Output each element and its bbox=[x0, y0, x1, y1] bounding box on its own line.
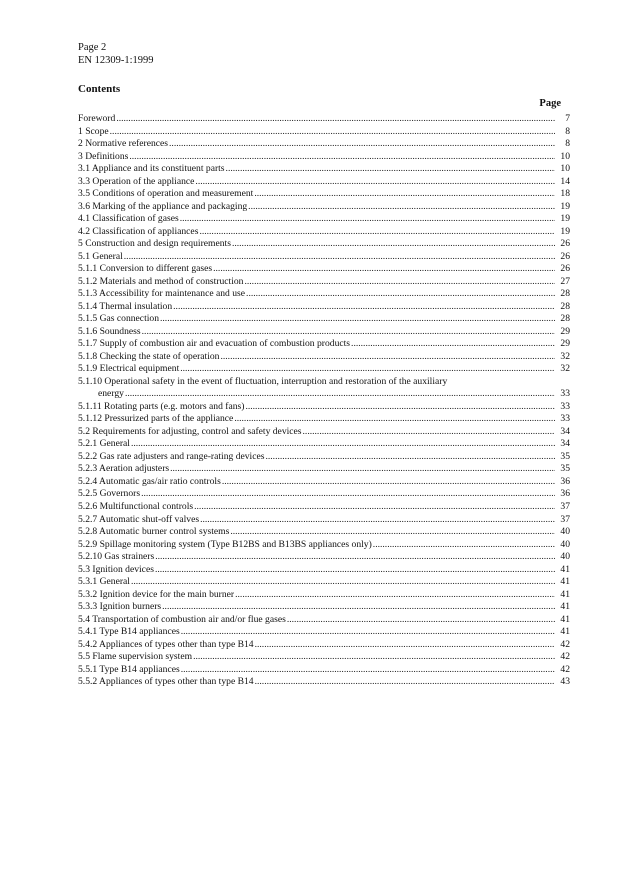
dot-leader bbox=[155, 551, 555, 564]
toc-entry-label: 5.2.3 Aeration adjusters bbox=[78, 463, 170, 475]
dot-leader bbox=[230, 526, 555, 539]
toc-entry-label: 5.4 Transportation of combustion air and/or flue gases bbox=[78, 613, 286, 625]
dot-leader bbox=[180, 213, 555, 226]
toc-entry-label: Foreword bbox=[78, 113, 116, 124]
toc-entry[interactable] bbox=[78, 238, 570, 251]
toc-entry[interactable] bbox=[78, 163, 570, 176]
toc-page-number: 35 bbox=[560, 450, 570, 462]
toc-entry[interactable] bbox=[78, 639, 570, 652]
toc-entry-label: 5.5.1 Type B14 appliances bbox=[78, 663, 180, 675]
toc-entry-label: 5.5.2 Appliances of types other than type B14 bbox=[78, 676, 254, 688]
toc-entry[interactable] bbox=[78, 288, 570, 301]
toc-entry-label: 5.2.8 Automatic burner control systems bbox=[78, 526, 230, 538]
dot-leader bbox=[220, 351, 555, 364]
toc-entry[interactable] bbox=[78, 188, 570, 201]
dot-leader bbox=[141, 488, 555, 501]
toc-page-number: 19 bbox=[560, 200, 570, 212]
toc-entry[interactable] bbox=[78, 551, 570, 564]
toc-entry[interactable] bbox=[78, 263, 570, 276]
toc-page-number: 19 bbox=[560, 225, 570, 237]
toc-entry[interactable] bbox=[78, 376, 570, 401]
toc-page-number: 32 bbox=[560, 363, 570, 375]
toc-entry[interactable] bbox=[78, 176, 570, 189]
toc-entry-label: 5.2.7 Automatic shut-off valves bbox=[78, 513, 200, 525]
toc-entry-label: 5.1.10 Operational safety in the event of fluctuation, interruption and restoration of the auxiliary bbox=[78, 375, 448, 387]
toc-entry-label-continued: energy bbox=[98, 388, 124, 400]
toc-entry-wrapped bbox=[78, 376, 556, 401]
toc-entry-label: 5.3 Ignition devices bbox=[78, 563, 154, 575]
toc-entry[interactable] bbox=[78, 664, 570, 677]
dot-leader bbox=[169, 138, 555, 151]
toc-page-number: 41 bbox=[560, 613, 570, 625]
toc-page-number: 19 bbox=[560, 213, 570, 225]
toc-entry[interactable] bbox=[78, 514, 570, 527]
toc-entry-label: 3 Definitions bbox=[78, 150, 129, 162]
toc-page-number: 41 bbox=[560, 601, 570, 613]
toc-entry-label: 5.1.12 Pressurized parts of the appliance bbox=[78, 413, 234, 425]
toc-page-number: 40 bbox=[560, 551, 570, 563]
toc-page-number: 41 bbox=[560, 563, 570, 575]
toc-entry-label: 3.1 Appliance and its constituent parts bbox=[78, 163, 225, 175]
toc-entry-label: 4.2 Classification of appliances bbox=[78, 225, 199, 237]
toc-page-number: 33 bbox=[560, 413, 570, 425]
toc-page-number: 29 bbox=[560, 325, 570, 337]
toc-entry[interactable] bbox=[78, 413, 570, 426]
toc-entry-label: 5.5 Flame supervision system bbox=[78, 651, 193, 663]
toc-entry[interactable] bbox=[78, 401, 570, 414]
dot-leader bbox=[131, 438, 555, 451]
toc-page-number: 40 bbox=[560, 538, 570, 550]
page-column-heading: Page bbox=[539, 98, 561, 109]
page-number-header: Page 2 bbox=[78, 42, 107, 53]
toc-entry[interactable] bbox=[78, 614, 570, 627]
dot-leader bbox=[129, 151, 555, 164]
toc-entry[interactable] bbox=[78, 564, 570, 577]
toc-entry-label: 5.2.1 General bbox=[78, 438, 130, 450]
toc-page-number: 41 bbox=[560, 626, 570, 638]
toc-entry[interactable] bbox=[78, 213, 570, 226]
dot-leader bbox=[193, 651, 555, 664]
dot-leader bbox=[200, 514, 555, 527]
toc-entry-label: 3.3 Operation of the appliance bbox=[78, 175, 195, 187]
dot-leader bbox=[116, 113, 555, 126]
dot-leader bbox=[181, 626, 555, 639]
toc-entry[interactable] bbox=[78, 313, 570, 326]
table-of-contents bbox=[78, 113, 570, 689]
toc-entry-label: 5.1.1 Conversion to different gases bbox=[78, 263, 213, 275]
toc-entry-label: 5.1 General bbox=[78, 250, 123, 262]
toc-entry-label: 5.2.2 Gas rate adjusters and range-rating devices bbox=[78, 450, 265, 462]
toc-entry-label: 5.1.5 Gas connection bbox=[78, 313, 159, 325]
dot-leader bbox=[110, 126, 555, 139]
dot-leader bbox=[195, 176, 555, 189]
dot-leader bbox=[255, 676, 555, 689]
toc-page-number: 37 bbox=[560, 500, 570, 512]
toc-entry-label: 5.4.1 Type B14 appliances bbox=[78, 626, 180, 638]
toc-entry[interactable] bbox=[78, 626, 570, 639]
toc-page-number: 7 bbox=[565, 113, 570, 124]
toc-page-number: 27 bbox=[560, 275, 570, 287]
toc-entry-label: 5.1.6 Soundness bbox=[78, 325, 141, 337]
dot-leader bbox=[142, 326, 555, 339]
toc-page-number: 40 bbox=[560, 526, 570, 538]
toc-entry[interactable] bbox=[78, 526, 570, 539]
toc-entry[interactable] bbox=[78, 351, 570, 364]
toc-entry-label: 2 Normative references bbox=[78, 138, 169, 150]
toc-entry-label: 5.2.9 Spillage monitoring system (Type B12BS and B13BS appliances only) bbox=[78, 538, 372, 550]
toc-entry-label: 5.3.2 Ignition device for the main burner bbox=[78, 588, 235, 600]
toc-page-number: 42 bbox=[560, 663, 570, 675]
toc-entry-continuation bbox=[78, 388, 556, 401]
dot-leader bbox=[173, 301, 555, 314]
toc-entry[interactable] bbox=[78, 539, 570, 552]
toc-entry-label: 5.2 Requirements for adjusting, control and safety devices bbox=[78, 425, 302, 437]
toc-page-number: 26 bbox=[560, 250, 570, 262]
toc-entry[interactable] bbox=[78, 601, 570, 614]
dot-leader bbox=[222, 476, 555, 489]
toc-entry-label: 1 Scope bbox=[78, 125, 109, 137]
toc-entry-label: 3.6 Marking of the appliance and packaging bbox=[78, 200, 248, 212]
toc-entry[interactable] bbox=[78, 151, 570, 164]
toc-page-number: 10 bbox=[560, 150, 570, 162]
toc-entry-label: 5.1.2 Materials and method of construction bbox=[78, 275, 244, 287]
toc-page-number: 26 bbox=[560, 238, 570, 250]
dot-leader bbox=[226, 163, 555, 176]
toc-entry[interactable] bbox=[78, 576, 570, 589]
toc-page-number: 43 bbox=[560, 676, 570, 688]
toc-entry-label: 5.1.8 Checking the state of operation bbox=[78, 350, 220, 362]
toc-entry[interactable] bbox=[78, 363, 570, 376]
dot-leader bbox=[248, 201, 555, 214]
dot-leader bbox=[155, 564, 555, 577]
toc-page-number: 28 bbox=[560, 300, 570, 312]
toc-entry-label: 5.4.2 Appliances of types other than type B14 bbox=[78, 638, 254, 650]
dot-leader bbox=[234, 413, 555, 426]
toc-entry[interactable] bbox=[78, 476, 570, 489]
dot-leader bbox=[213, 263, 555, 276]
toc-entry-label: 5.2.6 Multifunctional controls bbox=[78, 500, 194, 512]
toc-page-number: 14 bbox=[560, 175, 570, 187]
toc-page-number: 26 bbox=[560, 263, 570, 275]
toc-entry[interactable] bbox=[78, 451, 570, 464]
toc-page-number: 36 bbox=[560, 488, 570, 500]
toc-entry-label: 5.1.3 Accessibility for maintenance and use bbox=[78, 288, 246, 300]
toc-page-number: 8 bbox=[565, 125, 570, 137]
toc-entry[interactable] bbox=[78, 676, 570, 689]
dot-leader bbox=[235, 589, 555, 602]
toc-entry[interactable] bbox=[78, 226, 570, 239]
toc-entry-label: 5 Construction and design requirements bbox=[78, 238, 231, 250]
toc-page-number: 41 bbox=[560, 576, 570, 588]
toc-entry[interactable] bbox=[78, 251, 570, 264]
toc-entry-label: 5.1.7 Supply of combustion air and evacuation of combustion products bbox=[78, 338, 351, 350]
toc-page-number: 36 bbox=[560, 475, 570, 487]
toc-page-number: 28 bbox=[560, 288, 570, 300]
dot-leader bbox=[303, 426, 555, 439]
toc-page-number: 28 bbox=[560, 313, 570, 325]
toc-entry-label: 5.2.10 Gas strainers bbox=[78, 551, 155, 563]
dot-leader bbox=[180, 363, 555, 376]
toc-entry[interactable] bbox=[78, 438, 570, 451]
toc-entry-label: 5.2.4 Automatic gas/air ratio controls bbox=[78, 475, 221, 487]
dot-leader bbox=[287, 614, 555, 627]
toc-entry[interactable] bbox=[78, 426, 570, 439]
toc-entry[interactable] bbox=[78, 326, 570, 339]
toc-entry-label: 5.3.3 Ignition burners bbox=[78, 601, 162, 613]
toc-entry[interactable] bbox=[78, 201, 570, 214]
toc-page-number: 37 bbox=[560, 513, 570, 525]
dot-leader bbox=[160, 313, 555, 326]
dot-leader bbox=[351, 338, 555, 351]
dot-leader bbox=[199, 226, 555, 239]
toc-page-number: 42 bbox=[560, 651, 570, 663]
toc-entry[interactable] bbox=[78, 501, 570, 514]
toc-entry[interactable] bbox=[78, 488, 570, 501]
toc-entry-label: 5.2.5 Governors bbox=[78, 488, 141, 500]
dot-leader bbox=[181, 664, 555, 677]
toc-page-number: 33 bbox=[560, 400, 570, 412]
toc-page-number: 32 bbox=[560, 350, 570, 362]
dot-leader bbox=[170, 463, 555, 476]
toc-page-number: 8 bbox=[565, 138, 570, 150]
dot-leader bbox=[254, 188, 555, 201]
toc-page-number: 42 bbox=[560, 638, 570, 650]
dot-leader bbox=[232, 238, 555, 251]
toc-entry[interactable] bbox=[78, 338, 570, 351]
toc-entry-label: 5.1.9 Electrical equipment bbox=[78, 363, 180, 375]
toc-entry-label: 3.5 Conditions of operation and measurement bbox=[78, 188, 254, 200]
dot-leader bbox=[265, 451, 555, 464]
dot-leader bbox=[373, 539, 555, 552]
toc-entry-label: 5.1.11 Rotating parts (e.g. motors and fans) bbox=[78, 400, 245, 412]
contents-heading: Contents bbox=[78, 83, 121, 95]
dot-leader bbox=[125, 388, 555, 401]
toc-entry[interactable] bbox=[78, 138, 570, 151]
toc-page-number: 33 bbox=[560, 388, 570, 400]
toc-entry-label: 5.3.1 General bbox=[78, 576, 130, 588]
dot-leader bbox=[162, 601, 555, 614]
toc-entry[interactable] bbox=[78, 301, 570, 314]
dot-leader bbox=[194, 501, 555, 514]
toc-entry[interactable] bbox=[78, 589, 570, 602]
toc-entry-label: 4.1 Classification of gases bbox=[78, 213, 179, 225]
dot-leader bbox=[244, 276, 555, 289]
dot-leader bbox=[246, 288, 555, 301]
toc-entry[interactable] bbox=[78, 113, 570, 126]
dot-leader bbox=[245, 401, 555, 414]
dot-leader bbox=[124, 251, 555, 264]
dot-leader bbox=[255, 639, 555, 652]
toc-page-number: 41 bbox=[560, 588, 570, 600]
toc-page-number: 10 bbox=[560, 163, 570, 175]
toc-page-number: 18 bbox=[560, 188, 570, 200]
toc-entry[interactable] bbox=[78, 651, 570, 664]
toc-entry[interactable] bbox=[78, 463, 570, 476]
toc-entry[interactable] bbox=[78, 126, 570, 139]
toc-page-number: 34 bbox=[560, 438, 570, 450]
toc-page-number: 35 bbox=[560, 463, 570, 475]
toc-entry[interactable] bbox=[78, 276, 570, 289]
toc-entry-label: 5.1.4 Thermal insulation bbox=[78, 300, 173, 312]
toc-page-number: 29 bbox=[560, 338, 570, 350]
standard-reference: EN 12309-1:1999 bbox=[78, 55, 154, 66]
dot-leader bbox=[131, 576, 555, 589]
toc-page-number: 34 bbox=[560, 425, 570, 437]
